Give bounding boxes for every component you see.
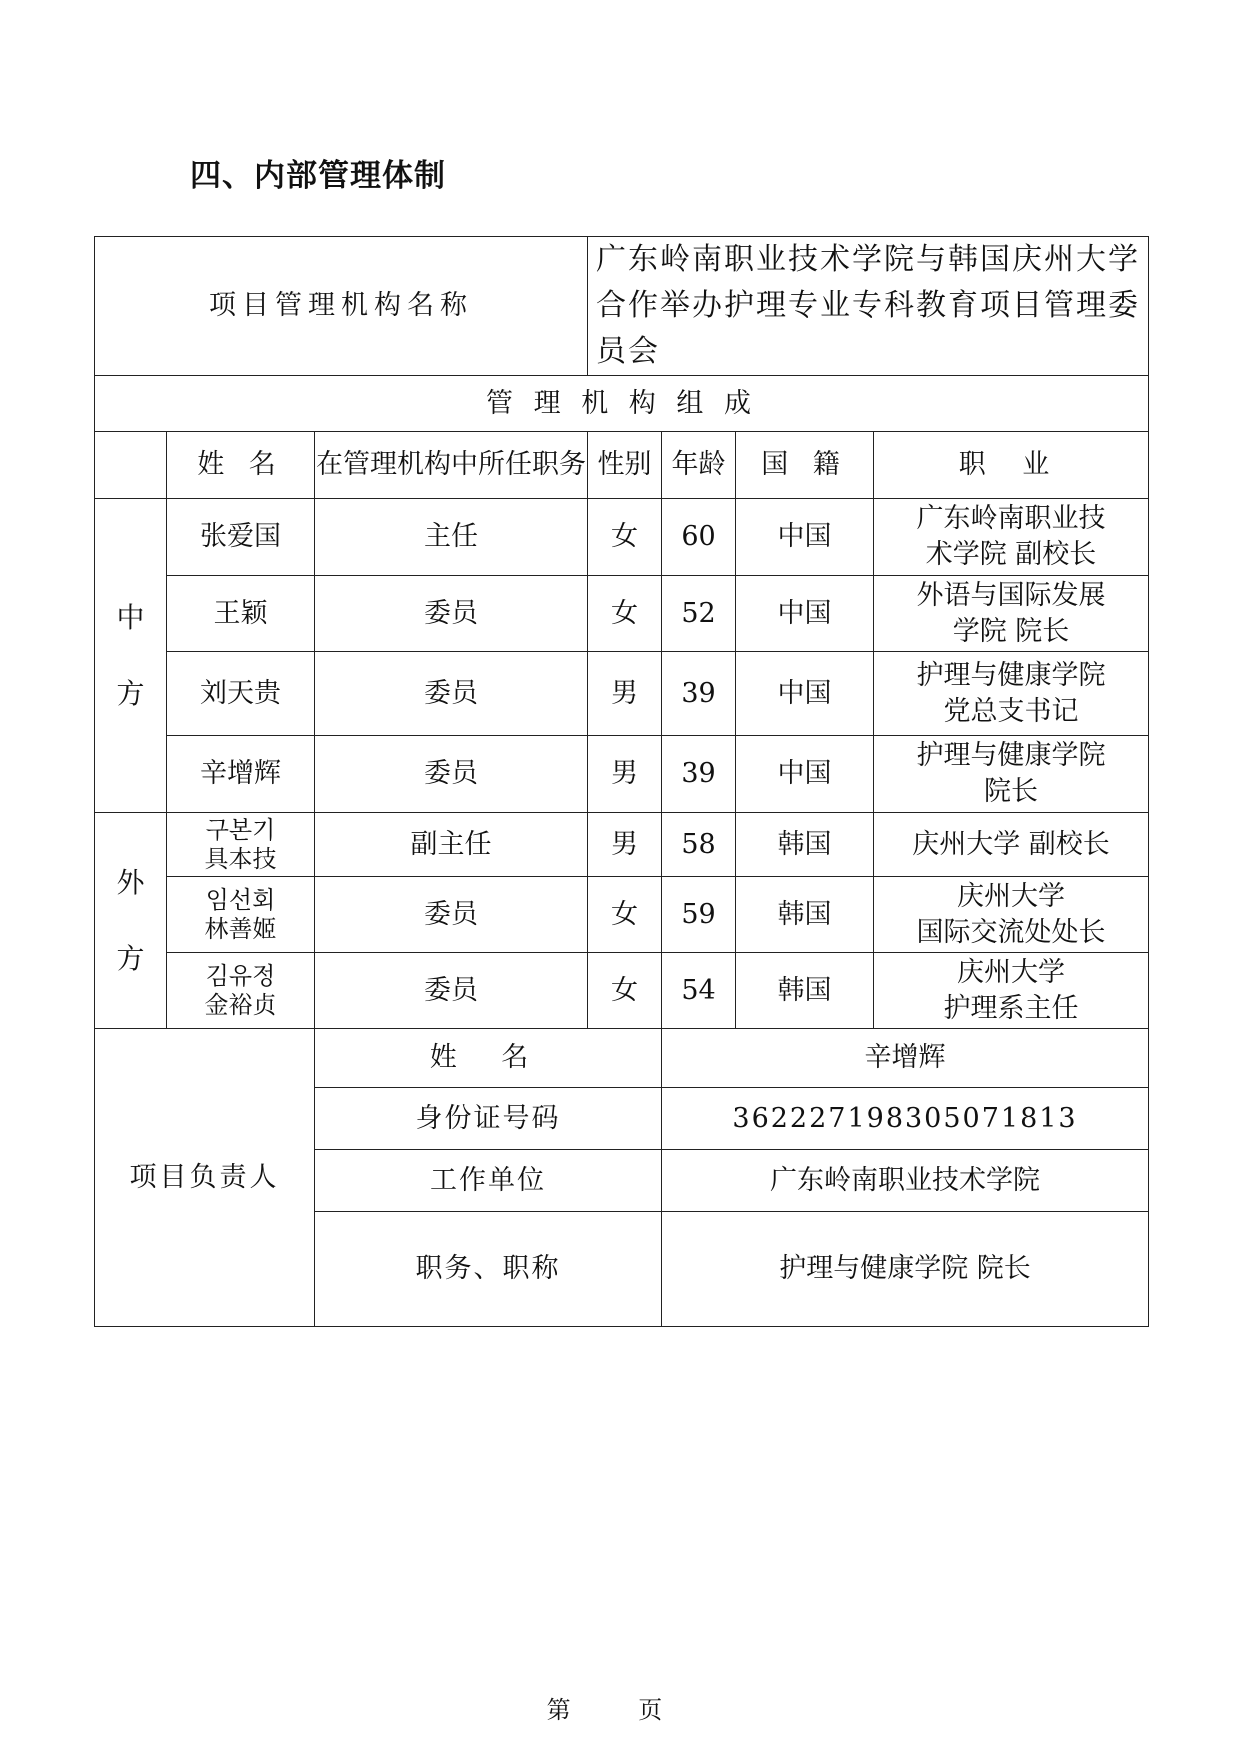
composition-row: [95, 376, 1149, 432]
member-role: 委员: [315, 652, 588, 736]
member-name-korean: 구본기: [205, 815, 276, 844]
member-age: 59: [662, 877, 736, 953]
member-name: [167, 877, 315, 953]
member-name: 王颖: [167, 576, 315, 652]
member-occupation: 护理与健康学院 党总支书记: [874, 652, 1149, 736]
member-role: 委员: [315, 576, 588, 652]
org-name-row: [95, 237, 1149, 376]
member-occupation: 护理与健康学院 院长: [874, 736, 1149, 813]
member-name-chinese: 林善姬: [204, 914, 277, 943]
member-name: 张爱国: [167, 499, 315, 576]
member-gender: 男: [588, 652, 662, 736]
leader-unit-label: 工作单位: [315, 1150, 662, 1212]
member-name: [167, 953, 315, 1029]
member-nationality: 韩国: [736, 877, 874, 953]
member-name-chinese: 金裕贞: [204, 990, 277, 1019]
member-nationality: 中国: [736, 499, 874, 576]
member-nationality: 中国: [736, 576, 874, 652]
member-age: 54: [662, 953, 736, 1029]
table-row: [95, 877, 1149, 953]
table-row: [95, 813, 1149, 877]
member-name-korean: 임선회: [205, 885, 276, 914]
member-name-korean: 김유정: [205, 961, 276, 990]
member-age: 39: [662, 652, 736, 736]
org-name-label: 项目管理机构名称: [95, 237, 588, 376]
table-row: [95, 652, 1149, 736]
foreign-side-label: [95, 813, 167, 1029]
member-nationality: 中国: [736, 652, 874, 736]
member-role: 委员: [315, 953, 588, 1029]
header-name: 姓 名: [167, 432, 315, 499]
member-gender: 女: [588, 953, 662, 1029]
leader-id-label: 身份证号码: [315, 1088, 662, 1150]
section-title: 四、内部管理体制: [190, 158, 446, 194]
header-role: 在管理机构中所任职务: [315, 432, 588, 499]
member-role: 委员: [315, 736, 588, 813]
header-age: 年龄: [662, 432, 736, 499]
member-name: 刘天贵: [167, 652, 315, 736]
composition-label: 管 理 机 构 组 成: [95, 376, 1149, 432]
member-name-chinese: 具本技: [204, 844, 277, 873]
management-table: [94, 236, 1149, 1327]
side-label-char: 外: [116, 865, 145, 899]
table-row: [95, 499, 1149, 576]
chinese-side-label: [95, 499, 167, 813]
member-role: 委员: [315, 877, 588, 953]
member-name: 辛增辉: [167, 736, 315, 813]
table-row: [95, 736, 1149, 813]
header-gender: 性别: [588, 432, 662, 499]
member-occupation: 庆州大学 副校长: [874, 813, 1149, 877]
member-gender: 女: [588, 877, 662, 953]
member-age: 60: [662, 499, 736, 576]
leader-title-label: 职务、职称: [315, 1212, 662, 1327]
member-gender: 男: [588, 736, 662, 813]
member-nationality: 韩国: [736, 813, 874, 877]
member-age: 39: [662, 736, 736, 813]
leader-name-value: 辛增辉: [662, 1029, 1149, 1088]
leader-unit-value: 广东岭南职业技术学院: [662, 1150, 1149, 1212]
member-occupation: 庆州大学 国际交流处处长: [874, 877, 1149, 953]
leader-id-value: 362227198305071813: [662, 1088, 1149, 1150]
member-gender: 女: [588, 576, 662, 652]
page-footer: 第 页: [546, 1696, 693, 1724]
side-label-char: 中: [116, 600, 145, 634]
side-label-char: 方: [116, 941, 145, 975]
member-nationality: 中国: [736, 736, 874, 813]
leader-row: [95, 1029, 1149, 1088]
leader-name-label: 姓 名: [315, 1029, 662, 1088]
member-age: 52: [662, 576, 736, 652]
member-occupation: 外语与国际发展 学院 院长: [874, 576, 1149, 652]
member-gender: 女: [588, 499, 662, 576]
org-name-value: 广东岭南职业技术学院与韩国庆州大学合作举办护理专业专科教育项目管理委员会: [588, 237, 1149, 376]
leader-label: 项目负责人: [95, 1029, 315, 1327]
member-occupation: 广东岭南职业技 术学院 副校长: [874, 499, 1149, 576]
header-blank: [95, 432, 167, 499]
member-age: 58: [662, 813, 736, 877]
table-row: [95, 953, 1149, 1029]
member-role: 主任: [315, 499, 588, 576]
header-nationality: 国 籍: [736, 432, 874, 499]
member-name: [167, 813, 315, 877]
member-nationality: 韩国: [736, 953, 874, 1029]
member-occupation: 庆州大学 护理系主任: [874, 953, 1149, 1029]
leader-title-value: 护理与健康学院 院长: [662, 1212, 1149, 1327]
table-row: [95, 576, 1149, 652]
column-header-row: [95, 432, 1149, 499]
member-role: 副主任: [315, 813, 588, 877]
member-gender: 男: [588, 813, 662, 877]
header-occupation: 职 业: [874, 432, 1149, 499]
side-label-char: 方: [116, 676, 145, 710]
